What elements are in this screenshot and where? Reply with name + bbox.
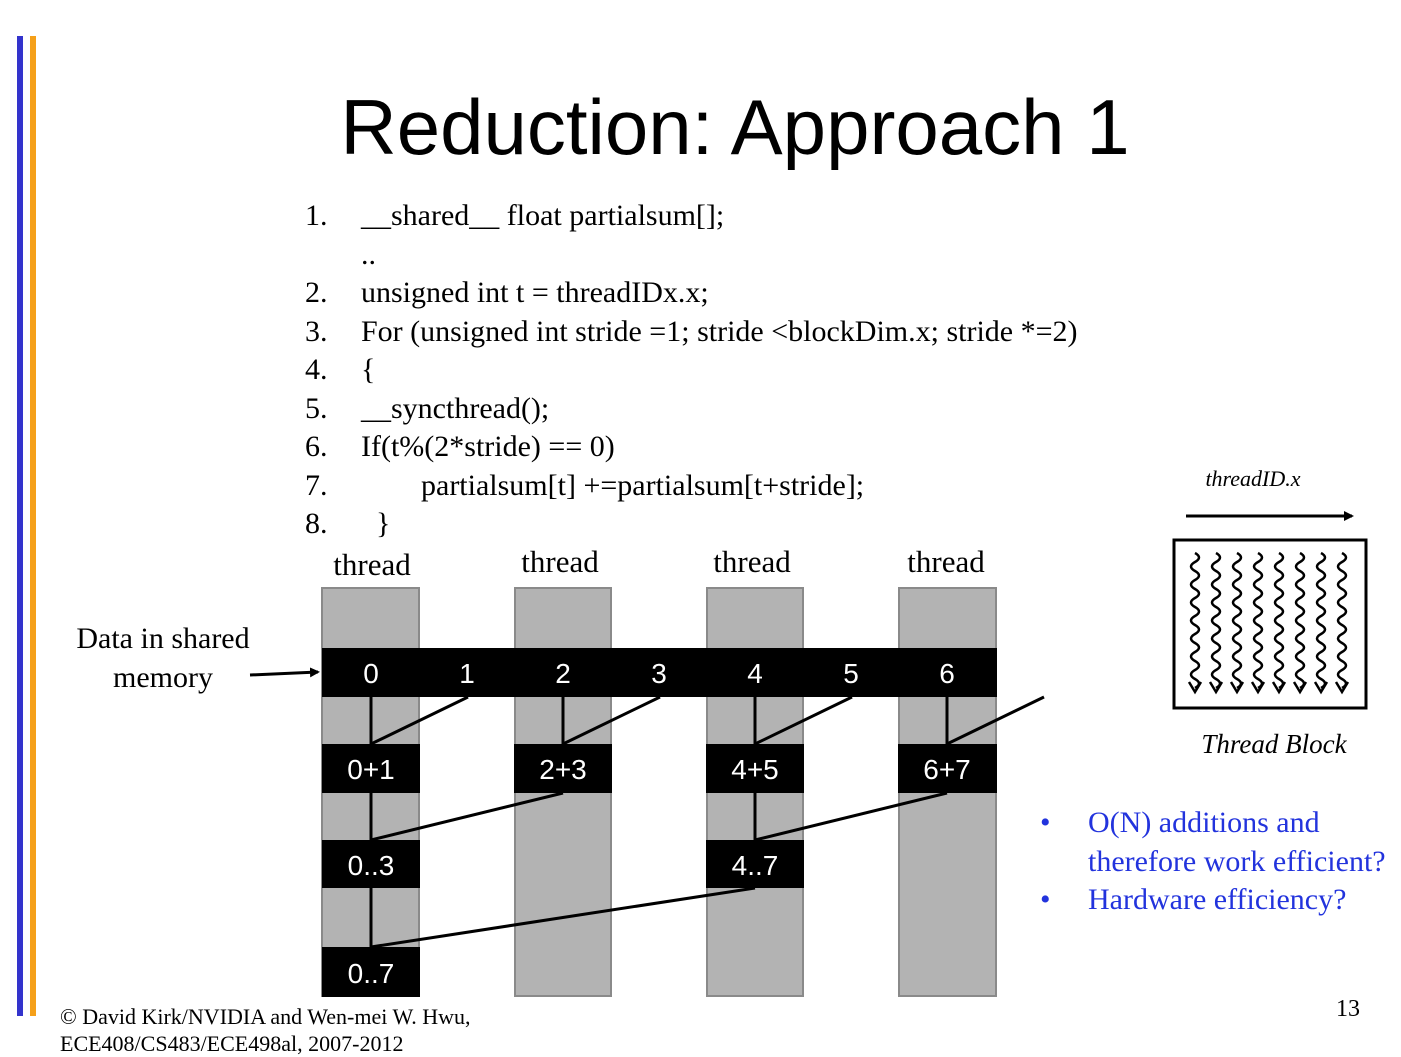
memory-arrow <box>250 672 318 675</box>
memory-cell: 2 <box>555 658 571 689</box>
copyright-line-2: ECE408/CS483/ECE498al, 2007-2012 <box>60 1031 404 1056</box>
memory-cell: 0 <box>363 658 379 689</box>
thread-label: thread <box>713 544 791 579</box>
thread-id-axis-label: threadID.x <box>1205 466 1301 491</box>
partial-sum-label: 0+1 <box>347 754 395 785</box>
copyright-line-1: © David Kirk/NVIDIA and Wen-mei W. Hwu, <box>60 1004 471 1029</box>
partial-sum-label: 6+7 <box>923 754 971 785</box>
thread-label: thread <box>907 544 985 579</box>
memory-cell: 5 <box>843 658 859 689</box>
memory-label: Data in shared <box>76 622 250 655</box>
thread-block-caption: Thread Block <box>1201 729 1347 759</box>
bullet-dot: • <box>1040 806 1051 839</box>
partial-sum-label: 2+3 <box>539 754 587 785</box>
thread-label: thread <box>521 544 599 579</box>
partial-sum-label: 0..3 <box>347 850 395 881</box>
partial-sum-label: 4+5 <box>731 754 779 785</box>
slide-title: Reduction: Approach 1 <box>340 83 1130 171</box>
thread-label: thread <box>333 547 411 582</box>
memory-cell: 4 <box>747 658 763 689</box>
partial-sum-label: 0..7 <box>347 958 395 989</box>
bullet-list <box>1040 804 1401 920</box>
bullet-dot: • <box>1040 883 1051 916</box>
memory-cell: 1 <box>459 658 475 689</box>
page-number: 13 <box>1336 996 1360 1022</box>
partial-sum-label: 4..7 <box>731 850 779 881</box>
bullet-item: • Hardware efficiency? <box>1040 881 1401 920</box>
memory-label: memory <box>113 661 213 694</box>
memory-cell: 6 <box>939 658 955 689</box>
bullet-item: • O(N) additions and therefore work efficient? <box>1040 806 1386 878</box>
memory-cell: 3 <box>651 658 667 689</box>
